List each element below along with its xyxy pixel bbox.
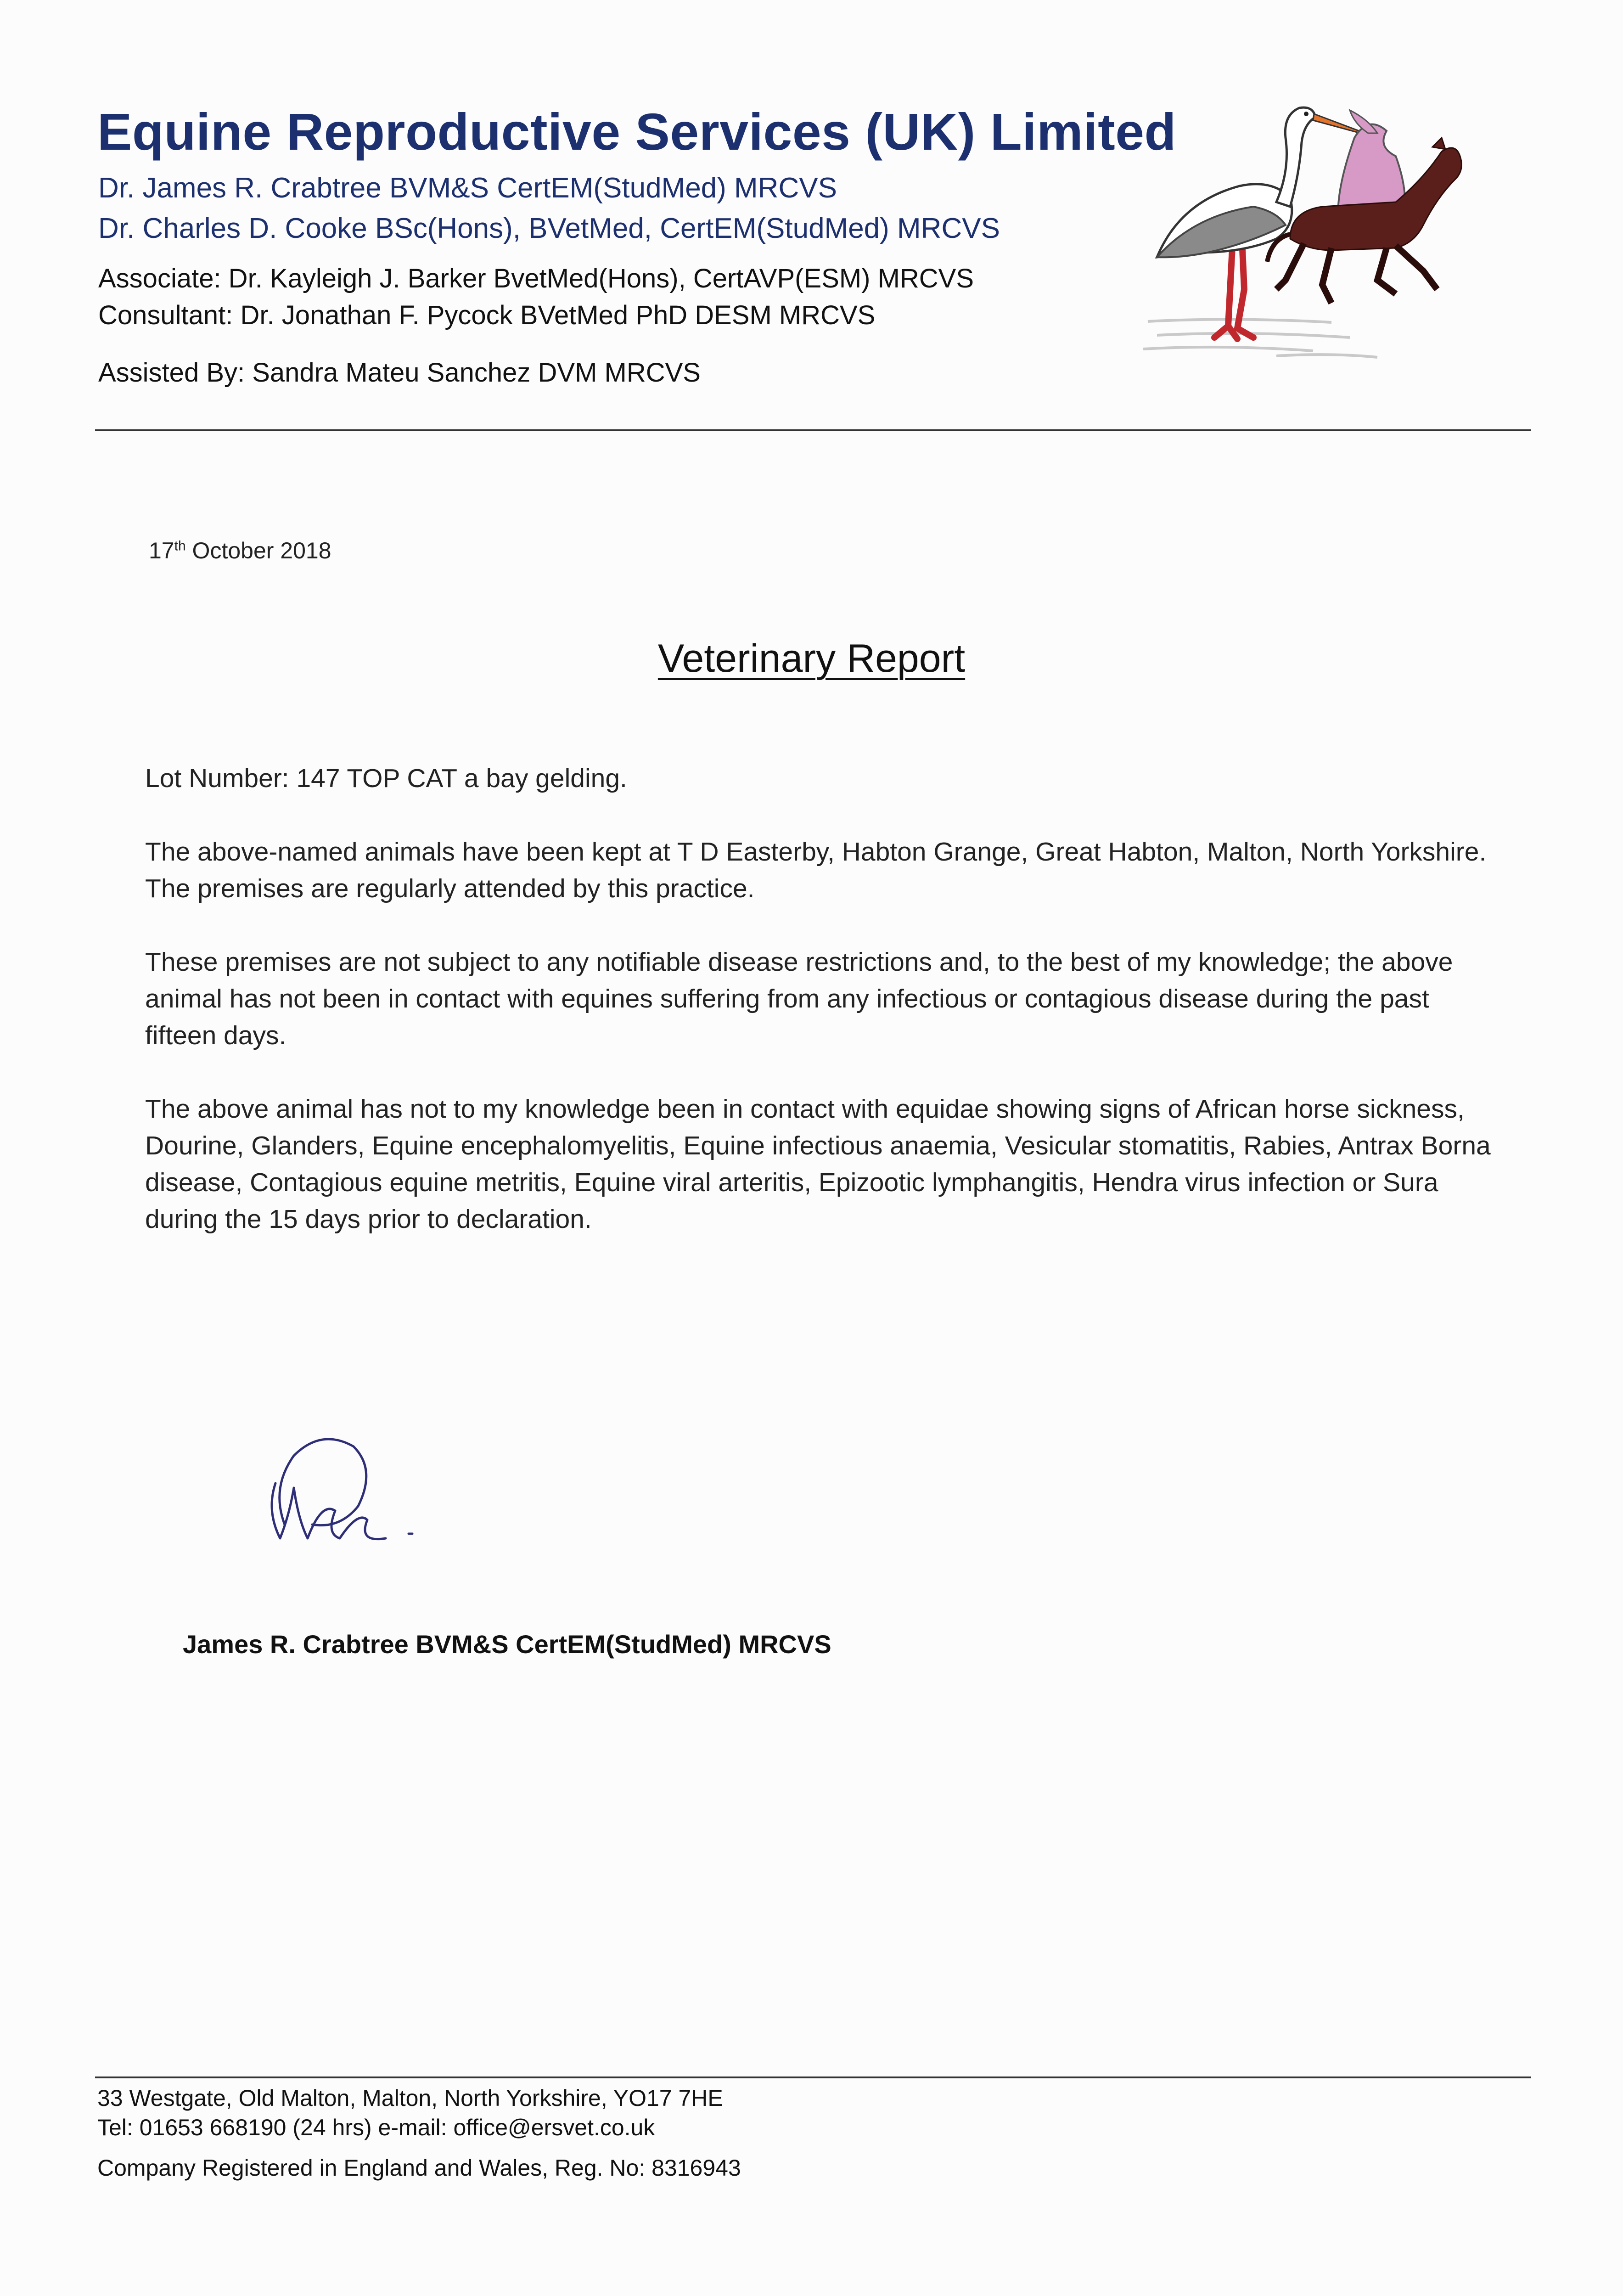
assisted-by-line: Assisted By: Sandra Mateu Sanchez DVM MRCVS bbox=[98, 358, 701, 388]
premises-paragraph: The above-named animals have been kept at T D Easterby, Habton Grange, Great Habton, Malton, North Yorkshire. The premises are regularly attended by this practice. bbox=[145, 837, 1487, 903]
stork-legs bbox=[1214, 239, 1253, 339]
footer-registration: Company Registered in England and Wales, Reg. No: 8316943 bbox=[97, 2155, 741, 2181]
company-name: Equine Reproductive Services (UK) Limited bbox=[97, 103, 1177, 161]
signatory-name: James R. Crabtree BVM&S CertEM(StudMed) MRCVS bbox=[183, 1630, 831, 1659]
vet-name-1: Dr. James R. Crabtree BVM&S CertEM(StudMed) MRCVS bbox=[98, 172, 837, 204]
letter-date: 17th October 2018 bbox=[149, 538, 331, 563]
restrictions-paragraph: These premises are not subject to any notifiable disease restrictions and, to the best of my knowledge; the above animal has not been in contact with equines suffering from any infectious or contagious disease during the past fifteen days. bbox=[145, 947, 1453, 1050]
footer-contact: Tel: 01653 668190 (24 hrs) e-mail: office@ersvet.co.uk bbox=[97, 2115, 655, 2140]
report-title: Veterinary Report bbox=[657, 636, 966, 681]
header-divider bbox=[95, 429, 1531, 431]
stork-neck bbox=[1276, 107, 1315, 207]
vet-name-2: Dr. Charles D. Cooke BSc(Hons), BVetMed, CertEM(StudMed) MRCVS bbox=[98, 213, 1000, 244]
water-lines bbox=[1143, 319, 1377, 357]
consultant-line: Consultant: Dr. Jonathan F. Pycock BVetMed PhD DESM MRCVS bbox=[98, 300, 876, 330]
footer-divider bbox=[95, 2077, 1531, 2078]
footer-address: 33 Westgate, Old Malton, Malton, North Yorkshire, YO17 7HE bbox=[97, 2085, 723, 2111]
signature-icon bbox=[257, 1419, 432, 1566]
stork-logo-icon bbox=[1139, 87, 1488, 363]
disease-contact-paragraph: The above animal has not to my knowledge been in contact with equidae showing signs of African horse sickness, Dourine, Glanders, Equine encephalomyelitis, Equine infectious anaemia, Vesicular stomatitis, Rabies, Antrax Borna disease, Contagious equine metritis, Equine viral arteritis, Epizootic lymphangitis, Hendra virus infection or Sura during the 15 days prior to declaration. bbox=[145, 1094, 1491, 1234]
associate-line: Associate: Dr. Kayleigh J. Barker BvetMed(Hons), CertAVP(ESM) MRCVS bbox=[98, 264, 974, 293]
lot-number-paragraph: Lot Number: 147 TOP CAT a bay gelding. bbox=[145, 764, 627, 793]
